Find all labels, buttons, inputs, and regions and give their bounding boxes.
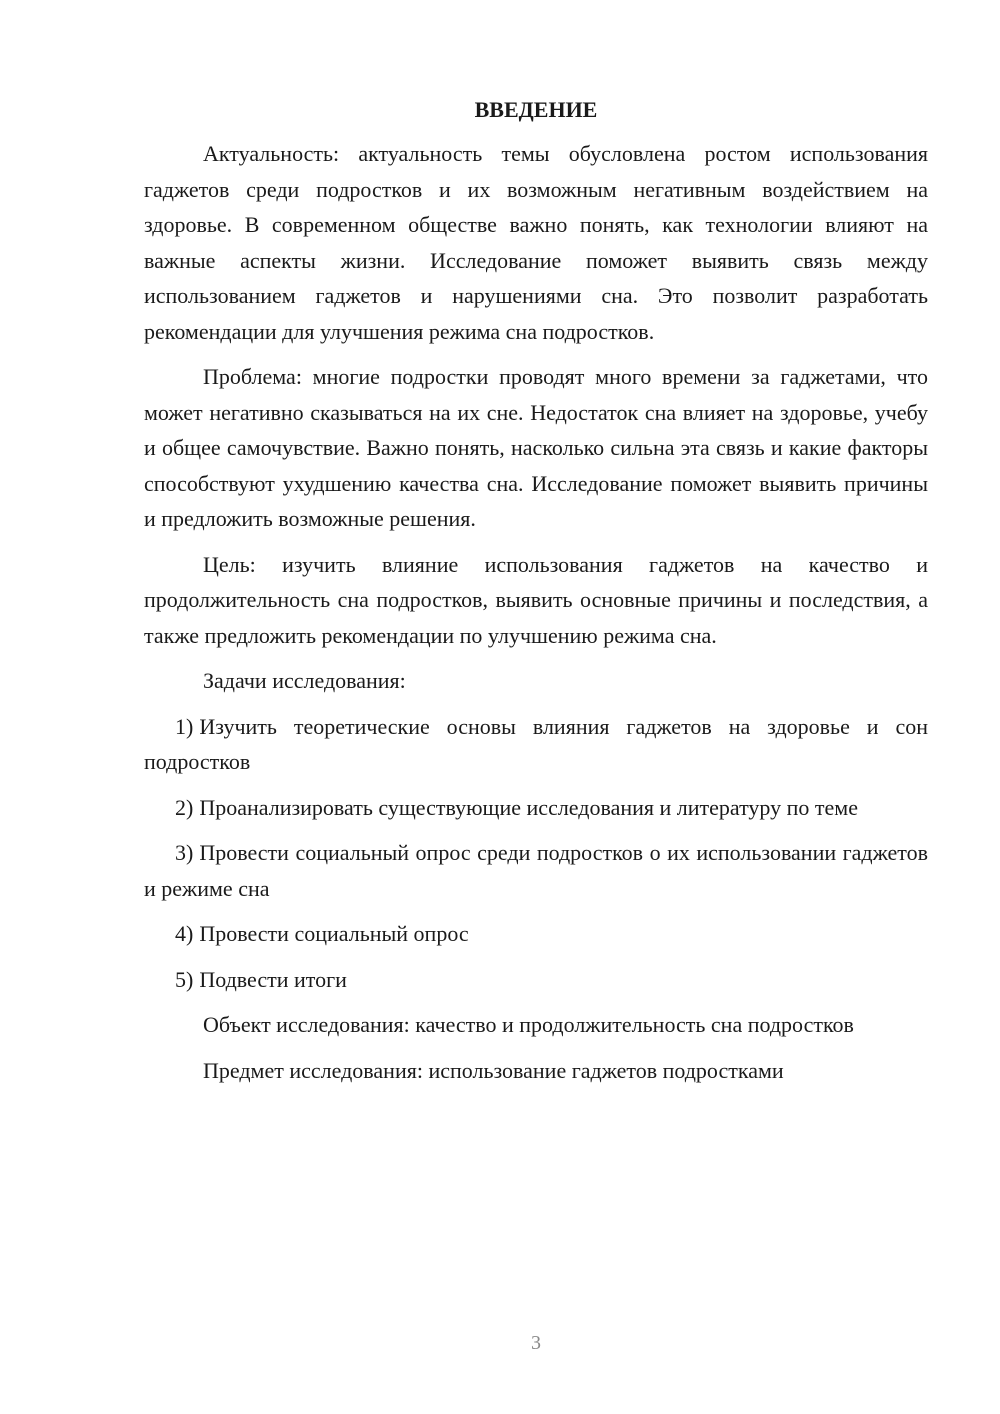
task-item-2 bbox=[144, 790, 928, 826]
task-item-1 bbox=[144, 709, 928, 780]
page-title: ВВЕДЕНИЕ bbox=[474, 97, 598, 122]
page-content bbox=[144, 94, 928, 1098]
page-number: 3 bbox=[531, 1332, 541, 1354]
object-paragraph: Объект исследования: качество и продолжительность сна подростков bbox=[203, 1012, 854, 1037]
task-text: Подвести итоги bbox=[199, 966, 347, 992]
task-text: Провести социальный опрос среди подростков о их использовании гаджетов и режиме сна bbox=[144, 840, 928, 901]
task-number: 3) bbox=[175, 840, 194, 865]
problem-paragraph: Проблема: многие подростки проводят много времени за гаджетами, что может негативно сказываться на их сне. Недостаток сна влияет на здоровье, учебу и общее самочувствие. Важно понять, насколько сильна эта связь и какие факторы способствуют ухудшению качества сна. Исследование поможет выявить причины и предложить возможные решения. bbox=[144, 364, 928, 531]
task-item-4 bbox=[144, 916, 928, 952]
task-text: Изучить теоретические основы влияния гаджетов на здоровье и сон подростков bbox=[144, 713, 928, 774]
task-item-3 bbox=[144, 835, 928, 906]
relevance-paragraph: Актуальность: актуальность темы обусловлена ростом использования гаджетов среди подростков и их возможным негативным воздействием на здоровье. В современном обществе важно понять, как технологии влияют на важные аспекты жизни. Исследование поможет выявить связь между использованием гаджетов и нарушениями сна. Это позволит разработать рекомендации для улучшения режима сна подростков. bbox=[144, 141, 928, 344]
task-number: 4) bbox=[175, 921, 194, 946]
subject-paragraph: Предмет исследования: использование гаджетов подростками bbox=[203, 1057, 784, 1083]
tasks-intro: Задачи исследования: bbox=[203, 668, 406, 693]
task-number: 2) bbox=[175, 794, 194, 820]
task-text: Проанализировать существующие исследования и литературу по теме bbox=[199, 794, 858, 820]
task-item-5 bbox=[144, 962, 928, 998]
task-number: 5) bbox=[175, 966, 194, 992]
task-number: 1) bbox=[175, 713, 194, 739]
goal-paragraph: Цель: изучить влияние использования гаджетов на качество и продолжительность сна подростков, выявить основные причины и последствия, а также предложить рекомендации по улучшению режима сна. bbox=[144, 551, 928, 648]
task-text: Провести социальный опрос bbox=[199, 921, 469, 946]
